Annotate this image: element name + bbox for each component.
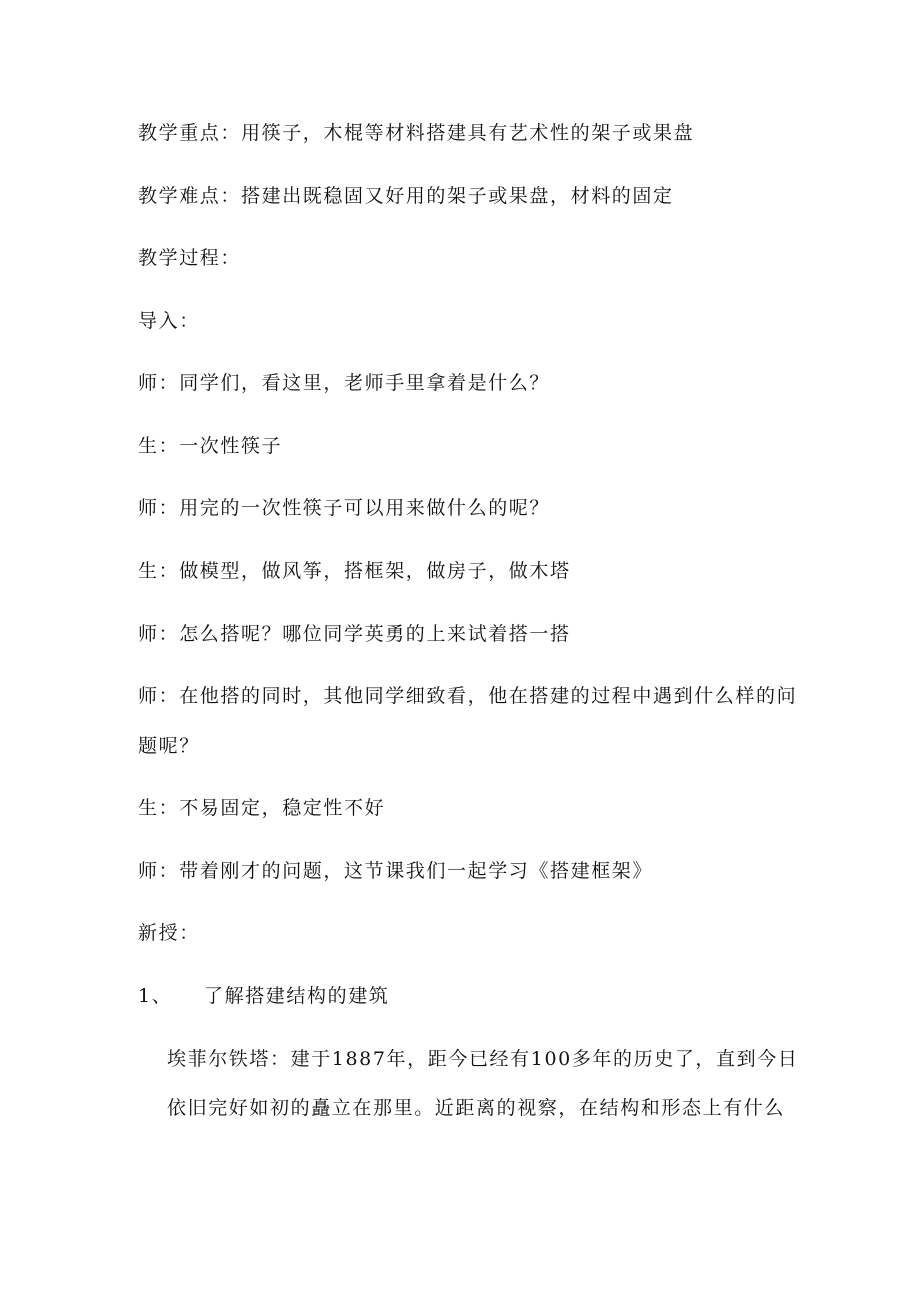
new-lesson-heading: 新授： [138,922,200,944]
numbered-item [138,984,389,1008]
intro-heading: 导入： [138,310,200,332]
dialogue-line: 师：在他搭的同时，其他同学细致看，他在搭建的过程中遇到什么样的问 [138,685,798,707]
dialogue-line: 生：一次性筷子 [138,435,283,457]
dialogue-line: 师：怎么搭呢？哪位同学英勇的上来试着搭一搭 [138,623,571,645]
dialogue-line: 师：用完的一次性筷子可以用来做什么的呢？ [138,497,551,519]
dialogue-line: 师：带着刚才的问题，这节课我们一起学习《搭建框架》 [138,860,654,882]
teaching-difficulty: 教学难点：搭建出既稳固又好用的架子或果盘，材料的固定 [138,185,674,207]
dialogue-line: 生：做模型，做风筝，搭框架，做房子，做木塔 [138,560,571,582]
dialogue-line: 题呢？ [138,735,200,757]
item-title: 了解搭建结构的建筑 [204,985,390,1007]
dialogue-line: 生：不易固定，稳定性不好 [138,797,386,819]
teaching-key-point: 教学重点：用筷子，木棍等材料搭建具有艺术性的架子或果盘 [138,122,695,144]
teaching-process-heading: 教学过程： [138,247,242,269]
paragraph-line: 埃菲尔铁塔：建于1887年，距今已经有100多年的历史了，直到今日 [167,1048,799,1070]
item-number: 1、 [138,985,173,1007]
paragraph-line: 依旧完好如初的矗立在那里。近距离的视察，在结构和形态上有什么 [167,1097,786,1119]
dialogue-line: 师：同学们，看这里，老师手里拿着是什么？ [138,372,551,394]
